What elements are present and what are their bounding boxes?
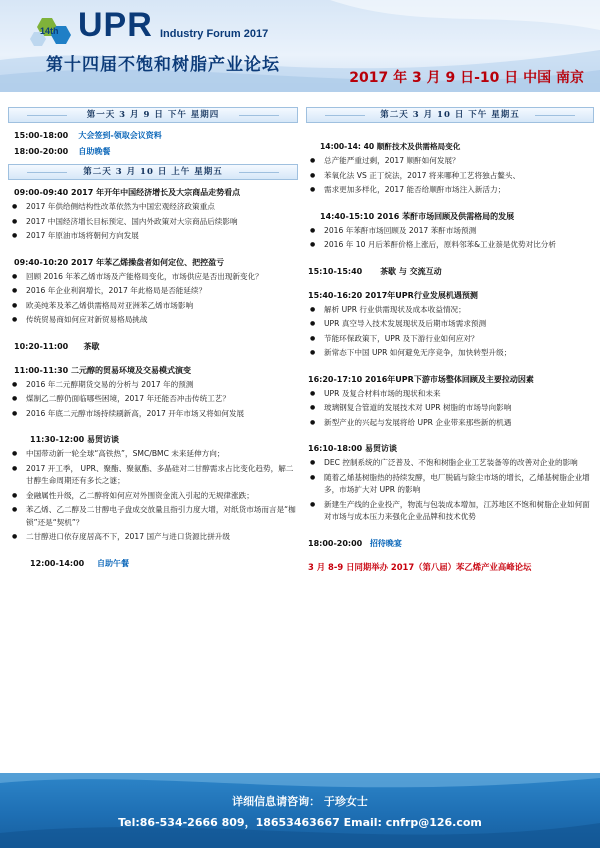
session-bullets <box>8 201 298 243</box>
schedule-label: 大会签到-领取会议资料 <box>78 131 162 140</box>
time-label: 15:00-18:00 <box>14 131 69 140</box>
page-header <box>0 0 600 92</box>
event-date: 2017 年 3 月 9 日-10 日 中国 南京 <box>349 70 584 86</box>
list-item: ● 2017 中国经济增长目标预定、国内外政策对大宗商品后续影响 <box>8 216 298 229</box>
session-title: 11:00-11:30 二元醇的贸易环境及交易模式演变 <box>14 365 192 375</box>
left-column <box>8 107 298 570</box>
session-title: 09:00-09:40 2017 年开年中国经济增长及大宗商品走势看点 <box>14 188 241 197</box>
list-item: ● 2017 年原油市场将朝何方向发展 <box>8 230 298 243</box>
list-item: ● 节能环保政策下，UPR 及下游行业如何应对？ <box>306 333 594 346</box>
time-label: 18:00-20:00 <box>308 538 363 548</box>
schedule-label: 茶歇 <box>83 341 100 351</box>
list-item: ● 2017 年供给侧结构性改革依然为中国宏观经济政策重点 <box>8 201 298 214</box>
list-item: ● 新常态下中国 UPR 如何避免无序竞争，加快转型升级； <box>306 347 594 360</box>
list-item: ● 煤制乙二醇仍面临哪些困境，2017 年还能否冲击传统工艺？ <box>8 393 298 406</box>
list-item: ● 需求更加多样化，2017 能否给顺酐市场注入新活力； <box>306 184 594 197</box>
session-title: 11:30-12:00 易贸访谈 <box>30 435 120 444</box>
list-item: ● 总产能严重过剩，2017 顺酐如何发展？ <box>306 155 594 168</box>
list-item: ● UPR 真空导入技术发展现状及后期市场需求预测 <box>306 318 594 331</box>
contact-phone-email[interactable]: Tel:86-534-2666 809，18653463667 Email: cnfrp@126.com <box>118 816 482 829</box>
time-label: 18:00-20:00 <box>14 147 69 156</box>
forum-logo <box>30 8 290 48</box>
list-item: ● 苯氧化法 VS 正丁烷法，2017 将来哪种工艺将独占鳌头、 <box>306 170 594 183</box>
logo-forum-text: Industry Forum 2017 <box>160 28 269 40</box>
schedule-label: 自助午餐 <box>96 558 129 568</box>
session-bullets <box>8 448 298 544</box>
time-label: 10:20-11:00 <box>14 341 69 351</box>
schedule-label: 自助晚餐 <box>78 147 111 156</box>
list-item: ● 传统贸易商如何应对新贸易格局挑战 <box>8 314 298 327</box>
schedule-label: 招待晚宴 <box>369 538 402 548</box>
list-item: ● 苯乙烯、乙二醇及二甘醇电子盘成交放量且指引力度大增，对纸货市场而言是“枷锁”还是“契机”？ <box>8 504 298 529</box>
list-item: ● 中国带动新一轮全球“高铁热”，SMC/BMC 未来延伸方向； <box>8 448 298 461</box>
session-title: 14:00-14: 40 顺酐技术及供需格局变化 <box>320 142 461 151</box>
session-title: 16:10-18:00 易贸访谈 <box>308 444 398 453</box>
list-item: ● 新型产业的兴起与发展将给 UPR 企业带来那些新的机遇 <box>306 417 594 430</box>
schedule-label: 茶歇 与 交流互动 <box>380 266 442 276</box>
list-item: ● DEC 控制系统的广泛普及、不饱和树脂企业工艺装备等的改善对企业的影响 <box>306 457 594 470</box>
list-item: ● 随着乙烯基树脂热的持续发酵，电厂脱硫与除尘市场的增长，乙烯基树脂企业增多，市场扩大对 UPR 的影响 <box>306 472 594 497</box>
schedule-item-lunch <box>8 557 298 570</box>
schedule-item-registration <box>8 129 298 142</box>
schedule-item-break <box>306 265 594 278</box>
session-bullets <box>306 457 594 524</box>
day2-morning-bar: 第二天 3 月 10 日 上午 星期五 <box>8 164 298 180</box>
list-item: ● 欧美纯苯及苯乙烯供需格局对亚洲苯乙烯市场影响 <box>8 300 298 313</box>
session-bullets <box>8 271 298 327</box>
list-item: ● UPR 及复合材料市场的现状和未来 <box>306 388 594 401</box>
footer-wave-decoration <box>0 773 600 848</box>
logo-upr-text: UPR <box>78 6 153 44</box>
day1-afternoon-bar: 第一天 3 月 9 日 下午 星期四 <box>8 107 298 123</box>
session-bullets <box>306 304 594 360</box>
logo-edition-number: 14th <box>40 26 59 36</box>
event-title: 第十四届不饱和树脂产业论坛 <box>46 55 280 75</box>
list-item: ● 二甘醇进口依存度居高不下，2017 国产与进口货源比拼升级 <box>8 531 298 544</box>
time-label: 12:00-14:00 <box>30 558 85 568</box>
list-item: ● 2016 年底二元醇市场持续刷新高，2017 开年市场又将如何发展 <box>8 408 298 421</box>
contact-person: 详细信息请咨询： 于珍女士 <box>232 795 368 808</box>
list-item: ● 2017 开工季， UPR、聚酯、聚氨酯、多晶硅对二甘醇需求占比变化趋势，解二甘醇生命周期还有多长之谜； <box>8 463 298 488</box>
list-item: ● 玻璃钢复合管道的发展技术对 UPR 树脂的市场导向影响 <box>306 402 594 415</box>
concurrent-event-notice: 3 月 8-9 日同期举办 2017（第八届）苯乙烯产业高峰论坛 <box>308 561 532 572</box>
session-title: 15:40-16:20 2017年UPR行业发展机遇预测 <box>308 290 478 300</box>
list-item: ● 2016 年二元醇期货交易的分析与 2017 年的预测 <box>8 379 298 392</box>
schedule-item-dinner <box>8 145 298 158</box>
page-footer <box>0 773 600 848</box>
list-item: ● 金融属性升级，乙二醇将如何应对外围资金流入引起的无规律涨跌； <box>8 490 298 503</box>
session-bullets <box>306 155 594 197</box>
session-bullets <box>306 225 594 252</box>
time-label: 15:10-15:40 <box>308 266 363 276</box>
session-title: 14:40-15:10 2016 苯酐市场回顾及供需格局的发展 <box>320 211 515 221</box>
list-item: ● 新建生产线的企业投产，物流与包装成本增加，江苏地区不饱和树脂企业如何面对市场与成本压力来强化企业品牌和技术优势 <box>306 499 594 524</box>
schedule-item-banquet <box>306 537 594 550</box>
list-item: ● 2016 年企业利润增长，2017 年此格局是否能延续？ <box>8 285 298 298</box>
list-item: ● 解析 UPR 行业供需现状及成本收益情况； <box>306 304 594 317</box>
day2-afternoon-bar: 第二天 3 月 10 日 下午 星期五 <box>306 107 594 123</box>
schedule-item-tea-break <box>8 340 298 353</box>
list-item: ● 回顾 2016 年苯乙烯市场及产能格局变化，市场供应是否出现新变化？ <box>8 271 298 284</box>
session-title: 16:20-17:10 2016年UPR下游市场整体回顾及主要拉动因素 <box>308 374 534 384</box>
session-bullets <box>306 388 594 430</box>
list-item: ● 2016 年苯酐市场回顾及 2017 苯酐市场预测 <box>306 225 594 238</box>
session-title: 09:40-10:20 2017 年苯乙烯操盘者如何定位、把控盈亏 <box>14 257 225 267</box>
right-column <box>306 107 594 573</box>
session-bullets <box>8 379 298 421</box>
list-item: ● 2016 年 10 月后苯酐价格上涨后，原料邻苯&工业萘是优势对比分析 <box>306 239 594 252</box>
